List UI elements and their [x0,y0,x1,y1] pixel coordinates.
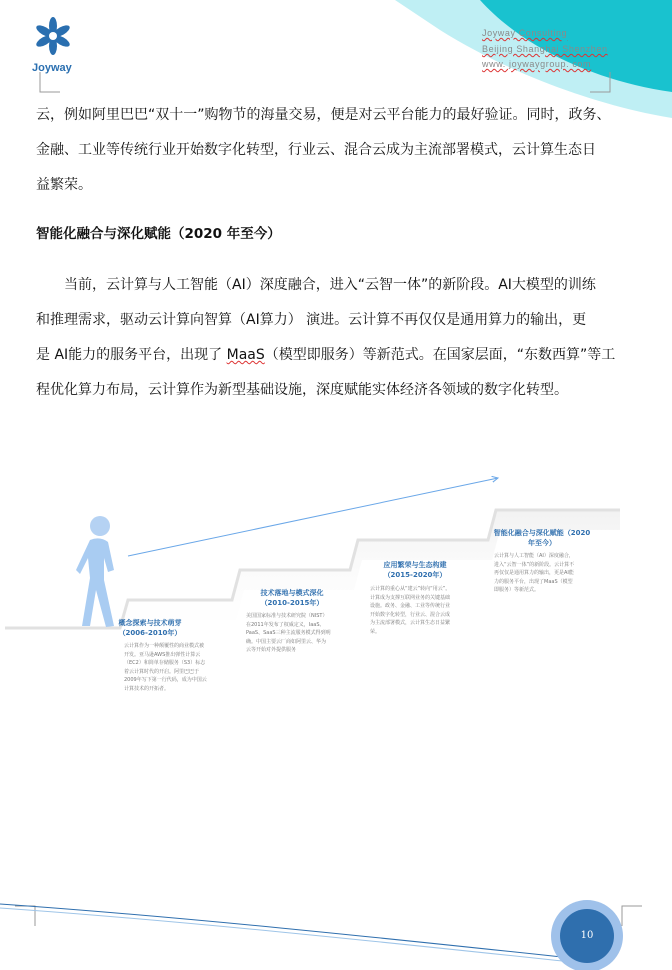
stage-2-body-line: 确。中国主要云厂商如阿里云、华为 [246,638,327,645]
person-icon [76,516,114,627]
page-number: 10 [580,930,594,941]
stage-4-body-line: 即服务）等新范式。 [494,587,540,593]
stage-4-body-line: 力的服务平台，出现了MaaS（模型 [494,578,573,585]
paragraph-1 [36,98,636,203]
stage-3-body-line: 设施。政务、金融、工业等传统行业 [370,603,451,609]
stage-3-body-line: 计算成为支撑互联网业务的关键基础 [370,594,451,601]
stage-3-title-line-2: （2015-2020年） [383,571,447,579]
stage-1-body-line: 云计算作为一种颠覆性的商业模式被 [124,643,205,649]
stage-2-body [246,612,356,655]
stage-4-body [494,552,604,595]
stage-2-title [250,588,334,608]
paragraph-2-line-2: 和推理需求，驱动云计算向智算（AI算力） 演进。云计算不再仅仅是通用算力的输出，更 [36,312,587,328]
logo-text: Joyway [32,62,72,74]
stage-2-body-line: 美国国家标准与技术研究院（NIST） [246,613,328,619]
paragraph-2-line-3-c: （模型即服务）等新范式。在国家层面，“东数西算”等工 [264,347,616,363]
maas-term: MaaS [226,347,265,363]
stage-3-body-line: 为主流部署模式，云计算生态日益繁 [370,620,451,626]
stage-2-title-line-1: 技术落地与模式深化 [260,589,324,597]
stage-1-title-line-1: 概念探索与技术萌芽 [118,619,182,627]
stage-4-body-line: 进入“云智一体”的新阶段。云计算不 [494,561,575,568]
stage-1-title-line-2: （2006-2010年） [118,629,182,637]
stage-3-body-line: 云计算的重心从“建云”转向“用云”。 [370,586,451,592]
stage-1-body-line: 2009年写下第一行代码，成为中国云 [124,677,207,683]
paragraph-1-line-2: 金融、工业等传统行业开始数字化转型，行业云、混合云成为主流部署模式，云计算生态日 [36,142,596,158]
stage-4-body-line: 再仅仅是通用算力的输出，更是AI能 [494,570,574,576]
header-company: Joyway Consulting [482,28,568,38]
paragraph-2-line-3-a: 是 AI能力的服务平台，出现了 [36,347,227,363]
stage-1-body [124,642,234,693]
stage-4-title-line-2: 年至今） [528,539,556,547]
stage-2-body-line: PaaS、SaaS三种主流服务模式得到明 [246,630,331,636]
paragraph-1-line-3: 益繁荣。 [36,177,92,193]
stage-2-body-line: 在2011年发布了权威定义，IaaS、 [246,621,325,628]
section-heading: 智能化融合与深化赋能（2020 年至今） [36,226,281,242]
stage-4-title [490,528,594,548]
stage-3-title [372,560,458,580]
stage-4-body-line: 云计算与人工智能（AI）深度融合， [494,553,574,559]
stage-1-body-line: 着云计算时代的开启。阿里巴巴于 [124,668,200,675]
stage-1-body-line: 计算技术的开拓者。 [124,685,170,692]
paragraph-2 [36,268,636,408]
stage-1-body-line: 开发。亚马逊AWS推出弹性计算云 [124,651,201,658]
paragraph-2-line-1: 当前，云计算与人工智能（AI）深度融合，进入“云智一体”的新阶段。AI大模型的训练 [64,277,596,293]
stage-3-body [370,585,482,636]
stage-2-body-line: 云等开始对外提供服务 [246,647,297,653]
paragraph-1-line-1: 云，例如阿里巴巴“双十一”购物节的海量交易，便是对云平台能力的最好验证。同时，政务、 [36,107,611,123]
paragraph-2-line-4: 程优化算力布局，云计算作为新型基础设施，深度赋能实体经济各领域的数字化转型。 [36,382,568,398]
paragraph-2-line-3 [36,338,636,373]
stage-2-title-line-2: （2010-2015年） [260,599,324,607]
header-cities: Beijing Shanghai Shenzhen [482,44,608,54]
joyway-logo-icon [33,16,73,60]
stage-4-title-line-1: 智能化融合与深化赋能（2020 [493,529,591,537]
stage-1-title [110,618,190,638]
stage-3-title-line-1: 应用繁荣与生态构建 [383,561,447,569]
stage-3-body-line: 荣。 [370,628,381,635]
header-website: www. joywaygroup. com [482,59,592,69]
stage-1-body-line: （EC2）和简单存储服务（S3）标志 [124,660,206,666]
stage-3-body-line: 开始数字化转型，行业云、混合云成 [370,611,451,618]
